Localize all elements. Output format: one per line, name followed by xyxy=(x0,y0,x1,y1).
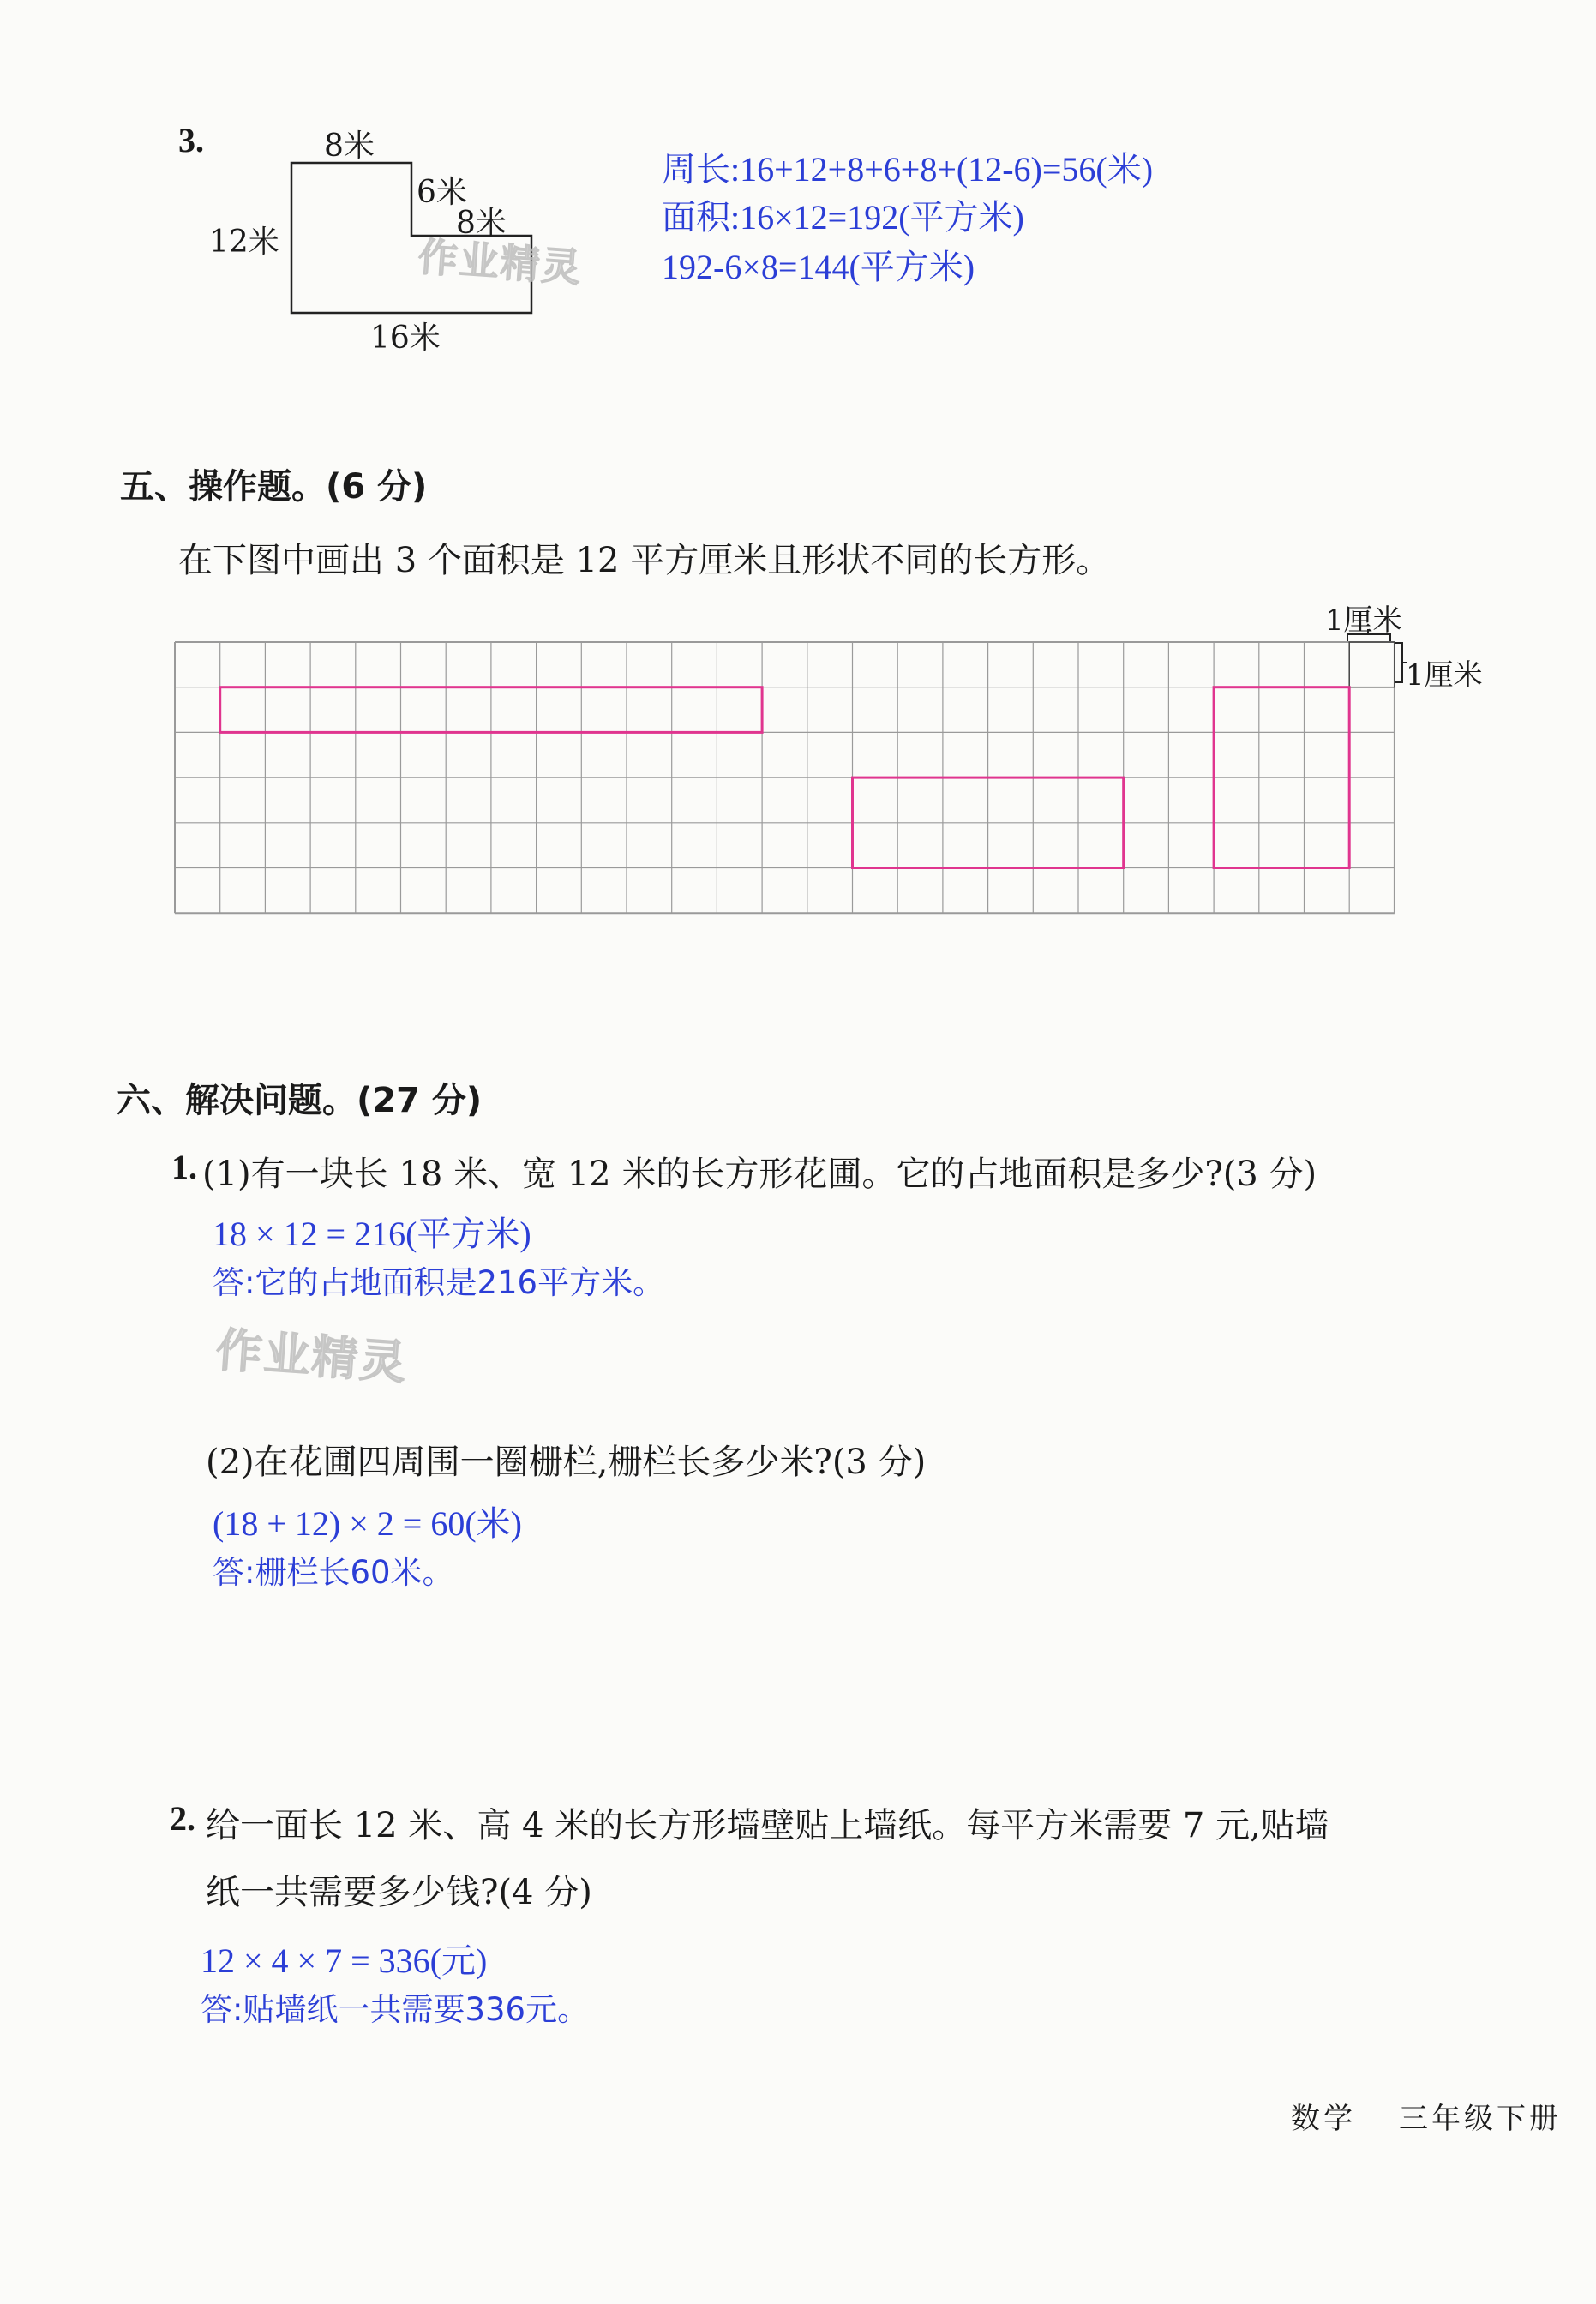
footer-grade: 三年级下册 xyxy=(1399,2102,1562,2136)
problem-number: 3. xyxy=(178,121,204,159)
q2-number: 2. xyxy=(170,1799,195,1838)
label-6m: 6米 xyxy=(417,175,467,210)
section6-heading: 六、解决问题。(27 分) xyxy=(117,1081,483,1120)
label-top-8m: 8米 xyxy=(324,129,375,164)
label-12m: 12米 xyxy=(209,225,279,260)
label-mid-8m: 8米 xyxy=(456,206,507,241)
q1-number: 1. xyxy=(171,1148,197,1186)
q2-question-line1: 给一面长 12 米、高 4 米的长方形墙壁贴上墙纸。每平方米需要 7 元,贴墙 xyxy=(206,1806,1329,1845)
q1-part2-work: (18 + 12) × 2 = 60(米) xyxy=(213,1504,522,1543)
q1-part1-question: (1)有一块长 18 米、宽 12 米的长方形花圃。它的占地面积是多少?(3 分) xyxy=(202,1155,1317,1194)
square-grid xyxy=(171,639,1406,926)
unit-label-side: 1厘米 xyxy=(1406,658,1483,693)
section5-heading: 五、操作题。(6 分) xyxy=(120,467,428,507)
section5-instruction: 在下图中画出 3 个面积是 12 平方厘米且形状不同的长方形。 xyxy=(178,541,1111,580)
q1-part1-work: 18 × 12 = 216(平方米) xyxy=(213,1215,531,1253)
q1-part2-question: (2)在花圃四周围一圈栅栏,栅栏长多少米?(3 分) xyxy=(206,1443,927,1482)
q2-work: 12 × 4 × 7 = 336(元) xyxy=(201,1941,488,1980)
q2-answer: 答:贴墙纸一共需要336元。 xyxy=(201,1991,590,2028)
answer-area-1: 面积:16×12=192(平方米) xyxy=(662,198,1024,237)
answer-area-2: 192-6×8=144(平方米) xyxy=(662,248,975,286)
watermark: 作业精灵 xyxy=(417,233,585,291)
footer-subject: 数学 xyxy=(1291,2102,1356,2136)
q1-part1-answer: 答:它的占地面积是216平方米。 xyxy=(213,1264,665,1301)
watermark-2: 作业精灵 xyxy=(213,1323,410,1390)
label-16m: 16米 xyxy=(370,321,441,356)
unit-square xyxy=(1349,642,1395,687)
answer-perimeter: 周长:16+12+8+6+8+(12-6)=56(米) xyxy=(662,150,1154,189)
unit-label-top: 1厘米 xyxy=(1325,603,1402,638)
grid-lines xyxy=(175,642,1395,913)
q2-question-line2: 纸一共需要多少钱?(4 分) xyxy=(206,1873,592,1912)
q1-part2-answer: 答:栅栏长60米。 xyxy=(213,1554,454,1591)
